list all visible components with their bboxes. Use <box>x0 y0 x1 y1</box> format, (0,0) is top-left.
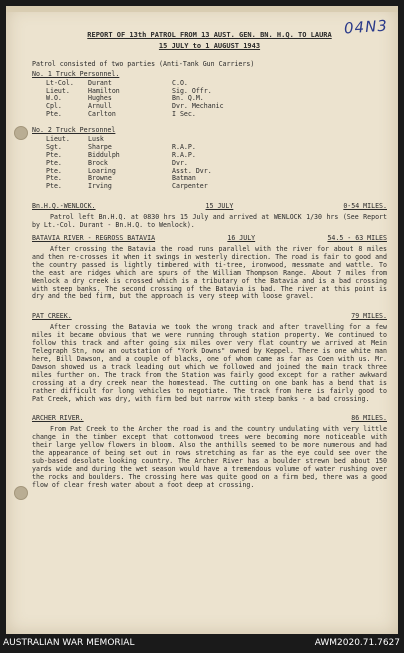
crew-row: Pte. Brock Dvr. <box>46 158 188 167</box>
leg-text-wenlock: Patrol left Bn.H.Q. at 0830 hrs 15 July and arrived at WENLOCK 1/30 hrs (See Report by Lt.-Col. Durant - Bn.H.Q. to Wenlock). <box>32 213 387 230</box>
patrol-intro: Patrol consisted of two parties (Anti-Tank Gun Carriers) <box>32 59 255 68</box>
truck2-heading: No. 2 Truck Personnel <box>32 126 116 135</box>
crew-row: Lt-Col. Durant C.O. <box>46 78 188 87</box>
crew-row: Pte. Irving Carpenter <box>46 182 208 191</box>
punch-hole <box>14 126 28 140</box>
archive-footer <box>0 634 404 653</box>
leg-heading-wenlock: Bn.H.Q.-WENLOCK. 15 JULY 0-54 MILES. <box>32 202 387 211</box>
report-dates: 15 JULY to 1 AUGUST 1943 <box>158 41 261 50</box>
crew-row: Pte. Biddulph R.A.P. <box>46 150 196 159</box>
punch-hole <box>14 486 28 500</box>
truck1-crew <box>46 80 387 119</box>
truck1-heading: No. 1 Truck Personnel. <box>32 69 120 78</box>
crew-row: Pte. Carlton I Sec. <box>46 110 196 119</box>
footer-accession-number: AWM2020.71.7627 <box>314 638 400 648</box>
report-body <box>32 32 387 490</box>
crew-row: W.O. Hughes Bn. Q.M. <box>46 94 204 103</box>
leg-text-batavia: After crossing the Batavia the road runs parallel with the river for about 8 miles and then re-crosses it when it swings in westerly direction. The road is fair to good and the country passed is lightly timbered with ti-tree, ironwood, messmate and wattle. To the east are ridges which are spurs of the William Thompson Range. About 7 miles from Wenlock a dry creek is crossed which is a tributary of the Batavia and is a bad crossing with steep banks. The second crossing of the Batavia is bad. The river at this point is dry and the bed firm, but the approach is very steep with loose gravel. <box>32 245 387 301</box>
crew-row: Sgt. Sharpe R.A.P. <box>46 142 196 151</box>
crew-row: Pte. Loaring Asst. Dvr. <box>46 166 212 175</box>
leg-heading-pat-creek: PAT CREEK. 79 MILES. <box>32 312 387 321</box>
footer-institution: AUSTRALIAN WAR MEMORIAL <box>3 638 135 648</box>
leg-text-pat-creek: After crossing the Batavia we took the wrong track and after travelling for a few miles it became obvious that we were running through station property. We continued to follow this track and after going six miles over very flat country we arrived at Mein Telegraph Stn, now an outstation of "York Downs" owned by Keppel. There is one white man here, Bill Dawson, and a couple of blacks, one of whom came as far as Coen with us. Mr. Dawson showed us a track leading out which we followed and joined the main track three miles further on. The track from the Station was fairly good except for a rather awkward crossing at a dry creek near the homestead. The cutting on one bank has a bend that is rather difficult for long vehicles to negotiate. The track from here is fairly good to Pat Creek, which was dry, with firm bed but narrow with steep banks - a bad crossing. <box>32 323 387 403</box>
crew-row: Lieut. Lusk <box>46 134 104 143</box>
crew-row: Cpl. Arnull Dvr. Mechanic <box>46 102 224 111</box>
leg-text-archer: From Pat Creek to the Archer the road is and the country undulating with very little change in the timber except that cottonwood trees were becoming more noticeable with their large yellow flowers in bloom. Also the anthills seemed to be more numerous and had the appearance of being set out in rows stretching as far as the eye could see over the sub-based desolate looking country. The Archer River has a boulder strewn bed about 150 yards wide and during the wet season would have a tremendous volume of water rushing over the rocks and boulders. The crossing here was quite good on a firm bed, there was a good flow of clear fresh water about a foot deep at crossing. <box>32 425 387 489</box>
crew-row: Pte. Browne Batman <box>46 174 196 183</box>
leg-heading-batavia: BATAVIA RIVER - REGROSS BATAVIA 16 JULY 54.5 - 63 MILES <box>32 234 387 243</box>
document-page <box>6 6 398 634</box>
report-title: REPORT OF 13th PATROL FROM 13 AUST. GEN. BN. H.Q. TO LAURA <box>87 31 332 39</box>
truck2-crew <box>46 136 387 191</box>
leg-heading-archer: ARCHER RIVER. 86 MILES. <box>32 414 387 423</box>
crew-row: Lieut. Hamilton Sig. Offr. <box>46 86 212 95</box>
handwritten-reference: 04N3 <box>343 16 389 38</box>
